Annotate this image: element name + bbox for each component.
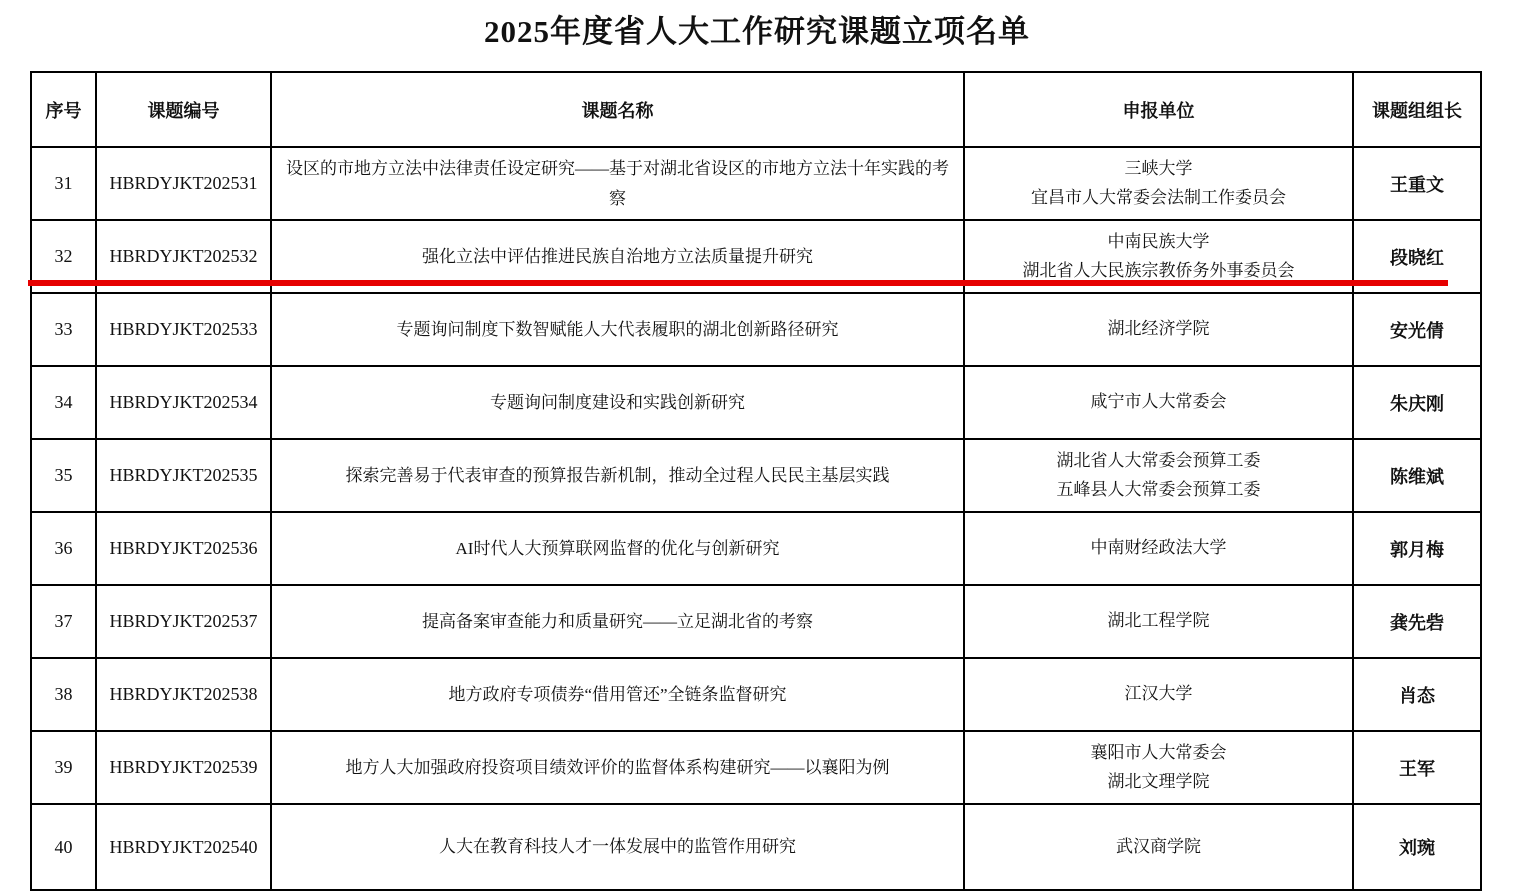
cell-project-name: 设区的市地方立法中法律责任设定研究——基于对湖北省设区的市地方立法十年实践的考察 bbox=[271, 147, 964, 220]
unit-line: 武汉商学院 bbox=[1116, 836, 1201, 856]
unit-line: 湖北工程学院 bbox=[1107, 611, 1210, 631]
cell-project-code: HBRDYJKT202536 bbox=[96, 512, 271, 585]
cell-project-code: HBRDYJKT202531 bbox=[96, 147, 271, 220]
cell-serial-number: 39 bbox=[31, 731, 96, 804]
cell-project-name: 专题询问制度下数智赋能人大代表履职的湖北创新路径研究 bbox=[271, 293, 964, 366]
cell-project-name: 地方政府专项债券“借用管还”全链条监督研究 bbox=[271, 658, 964, 731]
unit-line: 江汉大学 bbox=[1124, 684, 1193, 704]
cell-serial-number: 36 bbox=[31, 512, 96, 585]
unit-line: 中南民族大学 bbox=[1107, 231, 1210, 251]
cell-applicant-unit bbox=[964, 293, 1353, 366]
cell-serial-number: 40 bbox=[31, 804, 96, 890]
cell-group-leader: 陈维斌 bbox=[1353, 439, 1481, 512]
header-applicant-unit: 申报单位 bbox=[964, 72, 1353, 147]
unit-line: 中南财经政法大学 bbox=[1090, 538, 1227, 558]
cell-project-name: 提高备案审查能力和质量研究——立足湖北省的考察 bbox=[271, 585, 964, 658]
cell-group-leader: 安光倩 bbox=[1353, 293, 1481, 366]
table-header-row bbox=[31, 72, 1481, 147]
cell-project-name: 专题询问制度建设和实践创新研究 bbox=[271, 366, 964, 439]
cell-project-name: 人大在教育科技人才一体发展中的监管作用研究 bbox=[271, 804, 964, 890]
unit-line: 湖北省人大民族宗教侨务外事委员会 bbox=[1022, 260, 1295, 280]
cell-group-leader: 王重文 bbox=[1353, 147, 1481, 220]
page-title: 2025年度省人大工作研究课题立项名单 bbox=[484, 14, 1030, 49]
table-body bbox=[31, 147, 1481, 890]
table-row bbox=[31, 512, 1481, 585]
cell-applicant-unit bbox=[964, 147, 1353, 220]
cell-serial-number: 37 bbox=[31, 585, 96, 658]
cell-project-code: HBRDYJKT202535 bbox=[96, 439, 271, 512]
cell-project-code: HBRDYJKT202538 bbox=[96, 658, 271, 731]
table-row bbox=[31, 439, 1481, 512]
projects-table bbox=[30, 71, 1482, 891]
cell-group-leader: 龚先砦 bbox=[1353, 585, 1481, 658]
table-row bbox=[31, 293, 1481, 366]
table-row bbox=[31, 731, 1481, 804]
cell-project-code: HBRDYJKT202539 bbox=[96, 731, 271, 804]
highlight-underline bbox=[28, 280, 1448, 286]
unit-line: 三峡大学 bbox=[1124, 158, 1193, 178]
cell-project-code: HBRDYJKT202540 bbox=[96, 804, 271, 890]
header-project-name: 课题名称 bbox=[271, 72, 964, 147]
header-group-leader: 课题组组长 bbox=[1353, 72, 1481, 147]
table-row bbox=[31, 804, 1481, 890]
unit-line: 襄阳市人大常委会 bbox=[1090, 742, 1227, 762]
cell-project-name: AI时代人大预算联网监督的优化与创新研究 bbox=[271, 512, 964, 585]
cell-group-leader: 肖态 bbox=[1353, 658, 1481, 731]
cell-group-leader: 朱庆刚 bbox=[1353, 366, 1481, 439]
unit-line: 五峰县人大常委会预算工委 bbox=[1056, 479, 1261, 499]
cell-project-name: 探索完善易于代表审查的预算报告新机制，推动全过程人民民主基层实践 bbox=[271, 439, 964, 512]
unit-line: 宜昌市人大常委会法制工作委员会 bbox=[1031, 187, 1286, 207]
cell-serial-number: 34 bbox=[31, 366, 96, 439]
cell-serial-number: 38 bbox=[31, 658, 96, 731]
table-row bbox=[31, 366, 1481, 439]
cell-serial-number: 31 bbox=[31, 147, 96, 220]
cell-group-leader: 段晓红 bbox=[1353, 220, 1481, 293]
cell-project-code: HBRDYJKT202537 bbox=[96, 585, 271, 658]
cell-serial-number: 33 bbox=[31, 293, 96, 366]
cell-project-code: HBRDYJKT202534 bbox=[96, 366, 271, 439]
cell-applicant-unit bbox=[964, 366, 1353, 439]
cell-applicant-unit bbox=[964, 804, 1353, 890]
header-project-code: 课题编号 bbox=[96, 72, 271, 147]
cell-group-leader: 王军 bbox=[1353, 731, 1481, 804]
cell-project-name: 地方人大加强政府投资项目绩效评价的监督体系构建研究——以襄阳为例 bbox=[271, 731, 964, 804]
table-row bbox=[31, 658, 1481, 731]
cell-project-code: HBRDYJKT202533 bbox=[96, 293, 271, 366]
cell-applicant-unit bbox=[964, 731, 1353, 804]
cell-project-name: 强化立法中评估推进民族自治地方立法质量提升研究 bbox=[271, 220, 964, 293]
cell-serial-number: 32 bbox=[31, 220, 96, 293]
cell-applicant-unit bbox=[964, 439, 1353, 512]
cell-group-leader: 郭月梅 bbox=[1353, 512, 1481, 585]
header-serial-number: 序号 bbox=[31, 72, 96, 147]
table-row bbox=[31, 585, 1481, 658]
unit-line: 咸宁市人大常委会 bbox=[1090, 392, 1227, 412]
table-row bbox=[31, 147, 1481, 220]
unit-line: 湖北省人大常委会预算工委 bbox=[1056, 450, 1261, 470]
cell-applicant-unit bbox=[964, 585, 1353, 658]
unit-line: 湖北文理学院 bbox=[1107, 771, 1210, 791]
cell-serial-number: 35 bbox=[31, 439, 96, 512]
cell-group-leader: 刘琬 bbox=[1353, 804, 1481, 890]
cell-applicant-unit bbox=[964, 512, 1353, 585]
cell-project-code: HBRDYJKT202532 bbox=[96, 220, 271, 293]
unit-line: 湖北经济学院 bbox=[1107, 319, 1210, 339]
cell-applicant-unit bbox=[964, 658, 1353, 731]
